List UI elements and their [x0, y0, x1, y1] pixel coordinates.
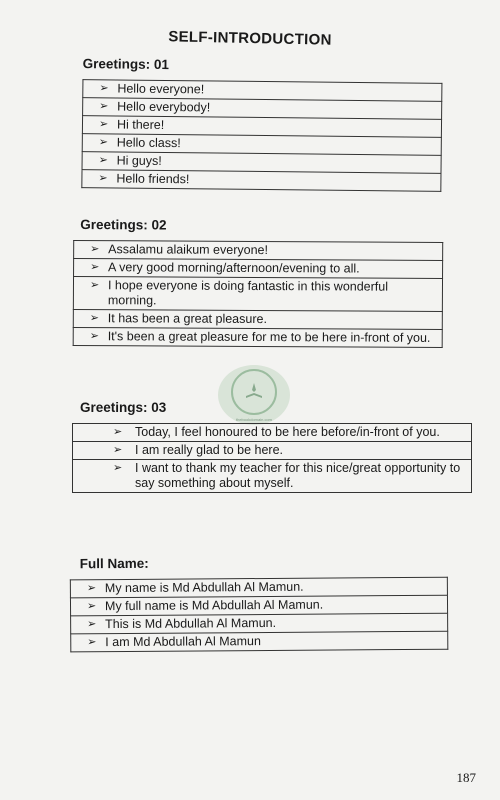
greetings-02-list: [73, 240, 444, 348]
arrow-bullet-icon: ➢: [90, 261, 100, 274]
page-title: SELF-INTRODUCTION: [168, 28, 332, 49]
list-item-text: I am really glad to be here.: [135, 443, 283, 457]
full-name-list: [70, 577, 449, 653]
list-item: [82, 170, 441, 192]
list-item: [73, 460, 472, 493]
list-item-text: Hello everybody!: [117, 99, 211, 115]
arrow-bullet-icon: ➢: [89, 330, 99, 343]
list-item-text: My full name is Md Abdullah Al Mamun.: [104, 597, 324, 614]
arrow-bullet-icon: ➢: [86, 582, 97, 595]
greetings-03-list: [72, 423, 472, 493]
list-item-text: Hi guys!: [116, 153, 162, 168]
list-item: [74, 241, 443, 261]
list-item-text: I want to thank my teacher for this nice/great opportunity to say something about myself.: [135, 461, 461, 490]
arrow-bullet-icon: ➢: [98, 136, 109, 149]
section-greetings-02: [80, 217, 444, 348]
list-item-text: It has been a great pleasure.: [107, 311, 267, 327]
arrow-bullet-icon: ➢: [86, 600, 97, 613]
arrow-bullet-icon: ➢: [99, 82, 109, 95]
watermark-text: thebookdomain.com: [235, 416, 273, 422]
list-item-text: My name is Md Abdullah Al Mamun.: [104, 579, 304, 596]
section-heading: Greetings: 03: [80, 400, 167, 415]
list-item-text: It's been a great pleasure for me to be here in-front of you.: [107, 329, 431, 345]
list-item-text: Hi there!: [116, 117, 165, 132]
arrow-bullet-icon: ➢: [113, 426, 123, 438]
list-item-text: Hello friends!: [116, 171, 190, 187]
list-item: [71, 631, 448, 652]
arrow-bullet-icon: ➢: [98, 154, 108, 167]
list-item-text: Assalamu alaikum everyone!: [108, 242, 269, 258]
arrow-bullet-icon: ➢: [87, 636, 97, 649]
list-item-text: Hello everyone!: [117, 81, 205, 97]
page-number: 187: [456, 770, 476, 785]
list-item: [73, 328, 442, 348]
list-item-text: Hello class!: [116, 135, 181, 151]
list-item: [74, 259, 443, 279]
arrow-bullet-icon: ➢: [98, 118, 109, 131]
arrow-bullet-icon: ➢: [87, 618, 97, 631]
arrow-bullet-icon: ➢: [99, 100, 109, 113]
section-heading: Greetings: 01: [82, 56, 169, 73]
list-item-text: I hope everyone is doing fantastic in this wonderful morning.: [107, 278, 389, 308]
greetings-01-list: [81, 79, 442, 192]
list-item: [73, 424, 472, 442]
section-heading: Full Name:: [79, 555, 149, 572]
arrow-bullet-icon: ➢: [98, 172, 108, 185]
list-item: [73, 277, 442, 312]
arrow-bullet-icon: ➢: [89, 312, 100, 325]
section-greetings-01: [81, 56, 442, 192]
list-item-text: I am Md Abdullah Al Mamun: [105, 634, 261, 650]
arrow-bullet-icon: ➢: [113, 462, 123, 474]
arrow-bullet-icon: ➢: [89, 279, 100, 292]
list-item-text: This is Md Abdullah Al Mamun.: [105, 615, 277, 632]
arrow-bullet-icon: ➢: [113, 444, 123, 456]
list-item: [73, 442, 472, 460]
list-item: [73, 310, 442, 330]
list-item-text: Today, I feel honoured to be here before/in-front of you.: [135, 425, 440, 439]
section-heading: Greetings: 02: [80, 217, 167, 233]
list-item-text: A very good morning/afternoon/evening to all.: [108, 260, 360, 276]
section-greetings-03: [80, 400, 472, 493]
section-full-name: [80, 554, 449, 653]
arrow-bullet-icon: ➢: [90, 243, 100, 256]
